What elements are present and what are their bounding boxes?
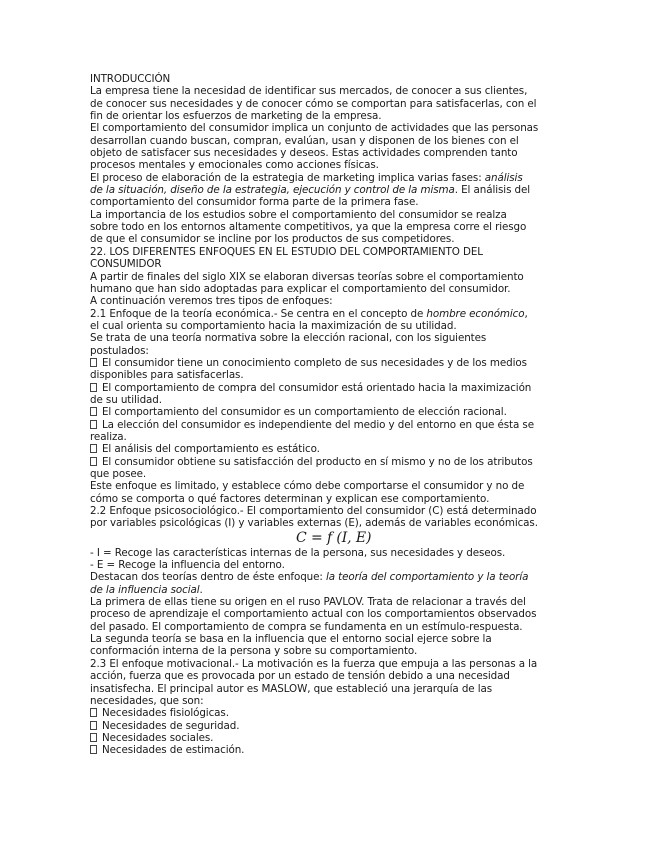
postulado-item xyxy=(90,406,570,418)
necesidad-item xyxy=(90,744,570,756)
document-page xyxy=(90,73,570,757)
necesidad-text: Necesidades de estimación. xyxy=(102,744,245,757)
paragraph-9: Este enfoque es limitado, y establece cómo debe comportarse el consumidor y no de cómo se comporta o qué factores determinan y explican ese comportamiento. xyxy=(90,480,525,505)
postulado-item xyxy=(90,443,570,455)
postulado-text: El comportamiento de compra del consumidor está orientado hacia la maximización de su utilidad. xyxy=(90,381,532,406)
paragraph-7-emphasis: hombre económico xyxy=(426,307,525,320)
postulado-item xyxy=(90,382,570,407)
bullet-box-icon xyxy=(90,444,97,453)
necesidad-text: Necesidades de seguridad. xyxy=(102,719,240,732)
paragraph-14: La primera de ellas tiene su origen en el ruso PAVLOV. Trata de relacionar a través del proceso de aprendizaje el comportamiento actual con los comportamientos observados del pasado. El comportamiento de compra se fundamenta en un estímulo-respuesta. xyxy=(90,596,537,633)
paragraph-7-text-b: , el cual orienta su comportamiento hacia la maximización de su utilidad. xyxy=(90,307,528,332)
postulado-item xyxy=(90,456,570,481)
postulado-text: El consumidor obtiene su satisfacción del producto en sí mismo y no de los atributos que posee. xyxy=(90,455,533,480)
bullet-box-icon xyxy=(90,407,97,416)
paragraph-7 xyxy=(90,308,570,333)
necesidad-text: Necesidades fisiológicas. xyxy=(102,707,229,720)
paragraph-3 xyxy=(90,172,570,209)
bullet-box-icon xyxy=(90,733,97,742)
paragraph-4: La importancia de los estudios sobre el comportamiento del consumidor se realza sobre todo en los entornos altamente competitivos, ya que la empresa corre el riesgo de que el consumidor se incline por los productos de sus competidores. xyxy=(90,208,527,246)
necesidad-item xyxy=(90,720,570,732)
heading-introduccion: INTRODUCCIÓN xyxy=(90,73,171,85)
paragraph-3-text-b: . El análisis del comportamiento del consumidor forma parte de la primera fase. xyxy=(90,184,531,209)
formula: C = f (I, E) xyxy=(296,529,372,546)
paragraph-16: 2.3 El enfoque motivacional.- La motivación es la fuerza que empuja a las personas a la acción, fuerza que es provocada por un estado de tensión debido a una necesidad insatisfecha. El principal autor es MASLOW, que estableció una jerarquía de las necesidades, que son: xyxy=(90,657,538,707)
paragraph-8: Se trata de una teoría normativa sobre la elección racional, con los siguientes postulados: xyxy=(90,332,487,357)
paragraph-3-emphasis: análisis de la situación, diseño de la estrategia, ejecución y control de la misma xyxy=(90,171,523,197)
paragraph-7-text-a: 2.1 Enfoque de la teoría económica.- Se centra en el concepto de xyxy=(90,307,427,320)
paragraph-2: El comportamiento del consumidor implica un conjunto de actividades que las personas desarrollan cuando buscan, compran, evalúan, usan y disponen de los bienes con el objeto de satisfacer sus necesidades y deseos. Estas actividades comprenden tanto procesos mentales y emocionales como acciones físicas. xyxy=(90,122,539,172)
postulado-text: El comportamiento del consumidor es un comportamiento de elección racional. xyxy=(102,406,507,419)
paragraph-13 xyxy=(90,571,570,596)
bullet-box-icon xyxy=(90,358,97,367)
paragraph-6: A continuación veremos tres tipos de enfoques: xyxy=(90,295,333,308)
postulado-text: El consumidor tiene un conocimiento completo de sus necesidades y de los medios disponibles para satisfacerlas. xyxy=(90,356,527,382)
paragraph-11: - I = Recoge las características internas de la persona, sus necesidades y deseos. xyxy=(90,546,506,559)
bullet-box-icon xyxy=(90,420,97,429)
postulado-item xyxy=(90,357,570,382)
paragraph-13-text-b: . xyxy=(199,583,203,596)
paragraph-13-text-a: Destacan dos teorías dentro de éste enfoque: xyxy=(90,571,326,584)
paragraph-5: A partir de finales del siglo XIX se elaboran diversas teorías sobre el comportamiento humano que han sido adoptadas para explicar el comportamiento del consumidor. xyxy=(90,270,524,295)
postulado-item xyxy=(90,419,570,444)
heading-section-22: 22. LOS DIFERENTES ENFOQUES EN EL ESTUDIO DEL COMPORTAMIENTO DEL CONSUMIDOR xyxy=(90,245,483,271)
postulado-text: La elección del consumidor es independiente del medio y del entorno en que ésta se realiza. xyxy=(90,418,534,443)
postulado-text: El análisis del comportamiento es estático. xyxy=(102,443,320,456)
necesidad-text: Necesidades sociales. xyxy=(102,731,214,744)
bullet-box-icon xyxy=(90,708,97,717)
bullet-box-icon xyxy=(90,721,97,730)
necesidad-item xyxy=(90,707,570,719)
bullet-box-icon xyxy=(90,383,97,392)
paragraph-15: La segunda teoría se basa en la influencia que el entorno social ejerce sobre la conformación interna de la persona y sobre su comportamiento. xyxy=(90,633,492,658)
paragraph-1: La empresa tiene la necesidad de identificar sus mercados, de conocer a sus clientes, de conocer sus necesidades y de conocer cómo se comportan para satisfacerlas, con el fin de orientar los esfuerzos de marketing de la empresa. xyxy=(90,85,537,123)
paragraph-12: - E = Recoge la influencia del entorno. xyxy=(90,559,285,572)
necesidad-item xyxy=(90,732,570,744)
paragraph-13-emphasis: la teoría del comportamiento y la teoría de la influencia social xyxy=(90,571,529,596)
paragraph-3-text-a: El proceso de elaboración de la estrategia de marketing implica varias fases: xyxy=(90,171,485,184)
bullet-box-icon xyxy=(90,745,97,754)
bullet-box-icon xyxy=(90,457,97,466)
paragraph-10: 2.2 Enfoque psicosociológico.- El comportamiento del consumidor (C) está determinado por variables psicológicas (I) y variables externas (E), además de variables económicas. xyxy=(90,505,538,530)
